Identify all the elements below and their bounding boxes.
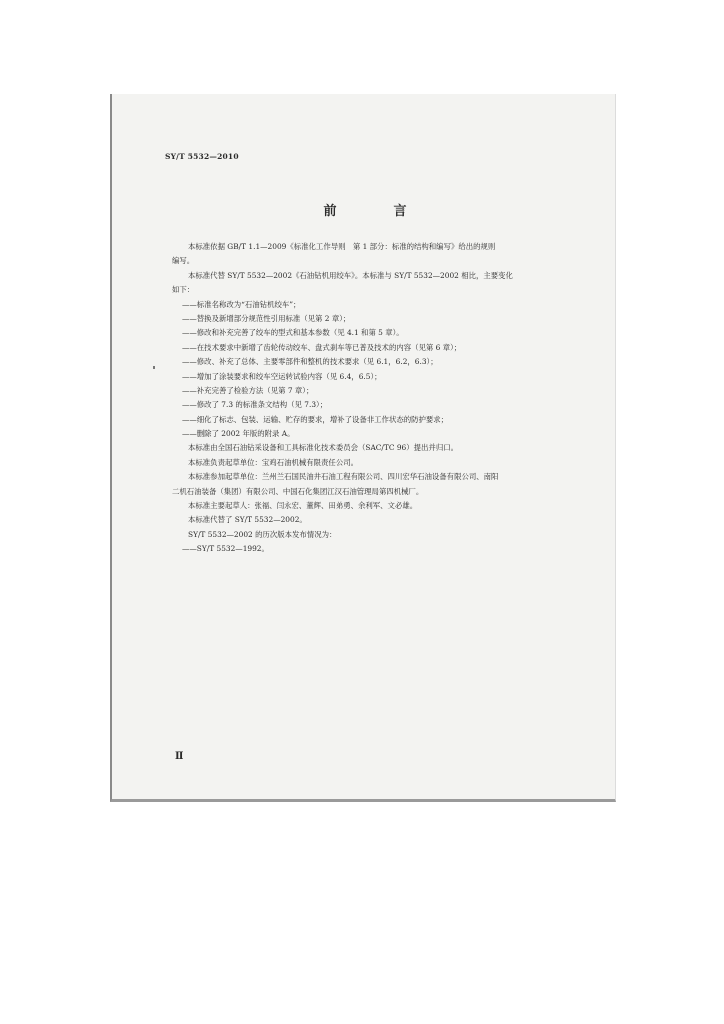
body-line: 编写。: [172, 256, 195, 266]
foreword-body: [172, 240, 572, 557]
body-line: ——SY/T 5532—1992。: [182, 544, 269, 554]
scanned-page: [110, 94, 616, 802]
body-line: 本标准依据 GB/T 1.1—2009《标准化工作导则 第 1 部分：标准的结构和编写》给出的规则: [188, 242, 496, 251]
body-line: ——修改了 7.3 的标准条文结构（见 7.3）；: [182, 400, 328, 410]
body-line: ——在技术要求中新增了齿轮传动绞车、盘式刹车等已普及技术的内容（见第 6 章）；: [182, 342, 462, 352]
body-line: ——标准名称改为“石油钻机绞车”；: [182, 299, 301, 309]
body-line: ——替换及新增部分规范性引用标准（见第 2 章）；: [182, 313, 351, 323]
page-title: 前 言: [323, 204, 429, 219]
body-line: ——增加了涂装要求和绞车空运转试验内容（见 6.4，6.5）；: [182, 371, 382, 381]
body-line: ——细化了标志、包装、运输、贮存的要求，增补了设备非工作状态的防护要求；: [182, 414, 449, 424]
body-line: 本标准参加起草单位：兰州兰石国民油井石油工程有限公司、四川宏华石油设备有限公司、南阳: [188, 472, 499, 482]
body-line: 本标准负责起草单位：宝鸡石油机械有限责任公司。: [188, 457, 358, 467]
body-line: 如下：: [172, 285, 195, 295]
body-line: 本标准代替 SY/T 5532—2002《石油钻机用绞车》。本标准与 SY/T 5532—2002 相比，主要变化: [188, 270, 513, 280]
body-line: ——修改和补充完善了绞车的型式和基本参数（见 4.1 和第 5 章）。: [182, 328, 404, 338]
body-line: ——补充完善了检验方法（见第 7 章）；: [182, 385, 314, 395]
body-line: SY/T 5532—2002 的历次版本发布情况为：: [188, 529, 337, 539]
body-line: 本标准主要起草人：张福、闫永宏、董辉、田弟勇、余利军、文必雄。: [188, 501, 418, 511]
body-line: 本标准代替了 SY/T 5532—2002。: [188, 515, 307, 525]
page-number: Ⅱ: [175, 751, 184, 762]
body-line: ——修改、补充了总体、主要零部件和整机的技术要求（见 6.1，6.2，6.3）；: [182, 357, 438, 367]
body-line: 本标准由全国石油钻采设备和工具标准化技术委员会（SAC/TC 96）提出并归口。: [188, 443, 458, 453]
scan-speck: [153, 366, 155, 369]
body-line: ——删除了 2002 年版的附录 A。: [182, 429, 295, 439]
standard-code-header: SY/T 5532—2010: [165, 152, 239, 161]
body-line: 二机石油装备（集团）有限公司、中国石化集团江汉石油管理局第四机械厂。: [172, 486, 424, 496]
